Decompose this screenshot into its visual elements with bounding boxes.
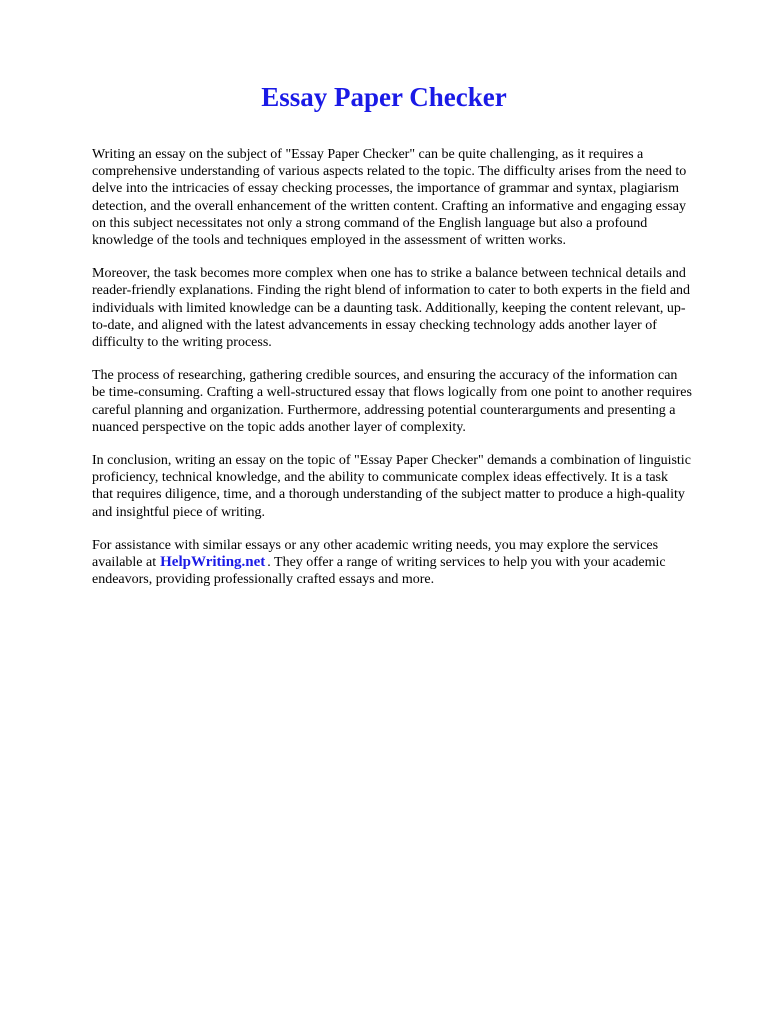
paragraph-5 [92, 537, 692, 589]
paragraph-3: The process of researching, gathering credible sources, and ensuring the accuracy of the information can be time-consuming. Crafting a well-structured essay that flows logically from one point to another requires careful planning and organization. Furthermore, addressing potential counterarguments and presenting a nuanced perspective on the topic adds another layer of complexity. [92, 368, 692, 435]
paragraph-1: Writing an essay on the subject of "Essay Paper Checker" can be quite challenging, as it requires a comprehensive understanding of various aspects related to the topic. The difficulty arises from the need to delve into the intricacies of essay checking processes, the importance of grammar and syntax, plagiarism detection, and the overall enhancement of the written content. Crafting an informative and engaging essay on this subject necessitates not only a strong command of the English language but also a profound knowledge of the tools and techniques employed in the assessment of written works. [92, 147, 687, 249]
essay-body [92, 146, 692, 604]
paragraph-5-after-link: . They offer a range of writing services to help you with your academic endeavors, providing professionally crafted essays and more. [92, 555, 666, 588]
paragraph-4: In conclusion, writing an essay on the topic of "Essay Paper Checker" demands a combination of linguistic proficiency, technical knowledge, and the ability to communicate complex ideas effectively. It is a task that requires diligence, time, and a thorough understanding of the subject matter to produce a high-quality and insightful piece of writing. [92, 453, 691, 520]
paragraph-5-before-link: For assistance with similar essays or any other academic writing needs, you may explore the services available at [92, 537, 659, 571]
helpwriting-link[interactable]: HelpWriting.net [160, 554, 266, 571]
page-title: Essay Paper Checker [261, 82, 507, 112]
paragraph-2: Moreover, the task becomes more complex when one has to strike a balance between technical details and reader-friendly explanations. Finding the right blend of information to cater to both experts in the field and individuals with limited knowledge can be a daunting task. Additionally, keeping the content relevant, up-to-date, and aligned with the latest advancements in essay checking technology adds another layer of difficulty to the writing process. [92, 266, 691, 351]
